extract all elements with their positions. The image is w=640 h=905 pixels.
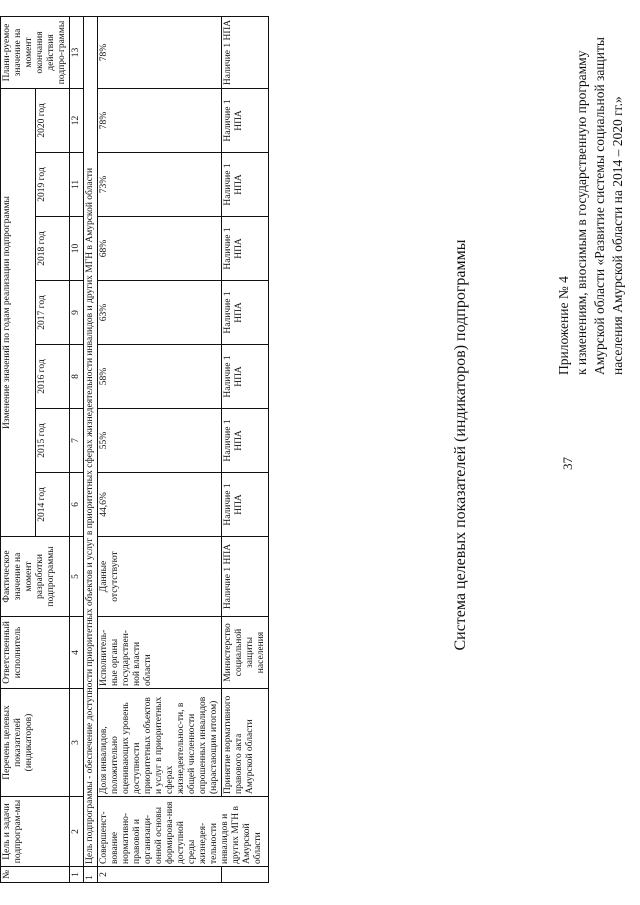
column-number: 3	[70, 689, 84, 797]
row-value: 58%	[98, 345, 222, 409]
row-number: 2	[98, 867, 222, 883]
row-actual: Данные отсутствуют	[98, 537, 222, 617]
header-goal: Цель и задачи подпрограм-мы	[1, 797, 70, 867]
row-value: 44,6%	[98, 473, 222, 537]
header-year: 2019 год	[35, 153, 70, 217]
header-year: 2016 год	[35, 345, 70, 409]
goal-row	[84, 16, 98, 882]
row-planned: 78%	[98, 16, 222, 88]
row-value: 68%	[98, 217, 222, 281]
header-actual: Фактическое значение на момент разработки подпрограммы	[1, 537, 70, 617]
row-actual: Наличие 1 НПА	[222, 537, 269, 617]
row-value: Наличие 1 НПА	[222, 345, 269, 409]
row-executor: Министерство социальной защиты населения	[222, 617, 269, 689]
column-number: 10	[70, 217, 84, 281]
system-title: Система целевых показателей (индикаторов) подпрограммы	[452, 239, 469, 651]
column-number: 7	[70, 409, 84, 473]
header-executor: Ответственный исполнитель	[1, 617, 70, 689]
column-number: 4	[70, 617, 84, 689]
column-number: 2	[70, 797, 84, 867]
row-executor: Исполнитель-ные органы государствен-ной власти области	[98, 617, 222, 689]
row-number	[222, 867, 269, 883]
header-year: 2017 год	[35, 281, 70, 345]
column-number: 8	[70, 345, 84, 409]
goal-row-number: 1	[84, 867, 98, 883]
row-value: 63%	[98, 281, 222, 345]
header-year: 2018 год	[35, 217, 70, 281]
table-header-row	[1, 16, 36, 882]
row-value: Наличие 1 НПА	[222, 281, 269, 345]
row-value: Наличие 1 НПА	[222, 473, 269, 537]
row-value: Наличие 1 НПА	[222, 217, 269, 281]
appendix-title: Приложение № 4	[556, 276, 571, 375]
indicator-table	[0, 16, 269, 883]
table-row	[222, 16, 269, 882]
header-num: №	[1, 867, 70, 883]
column-numbers-row	[70, 16, 84, 882]
column-number: 12	[70, 88, 84, 152]
column-number: 5	[70, 537, 84, 617]
column-number: 11	[70, 153, 84, 217]
row-goal: Совершенст-вование нормативно-правовой и организаци-онной основы формирова-ния доступной среды жизнедея-тельности инвалидов и других МГН в Амурской области	[98, 797, 269, 867]
row-indicator: Доля инвалидов, положительно оценивающих уровень доступности приоритетных объектов и услуг в приоритетных сферах жизнедеятельнос-ти, в общей численности опрошенных инвалидов (нарастающим итогом)	[98, 689, 222, 797]
page-number: 37	[560, 457, 575, 470]
header-changes: Изменение значений по годам реализации подпрограммы	[1, 88, 36, 536]
column-number: 9	[70, 281, 84, 345]
appendix-text: к изменениям, вносимым в государственную программу Амурской области «Развитие системы социальной защиты населения Амурской области на 2014 – 2020 гг.»	[574, 37, 625, 375]
row-planned: Наличие 1 НПА	[222, 16, 269, 88]
header-year: 2014 год	[35, 473, 70, 537]
column-number: 13	[70, 16, 84, 88]
header-year: 2020 год	[35, 88, 70, 152]
goal-row-text: Цель подпрограммы - обеспечение доступности приоритетных объектов и услуг в приоритетных сферах жизнедеятельности инвалидов и других МГН в Амурской области	[84, 16, 98, 866]
header-planned: Плани-руемое значение на момент окончания действия подпро-граммы	[1, 16, 70, 88]
header-indicators: Перечень целевых показателей (индикаторов)	[1, 689, 70, 797]
row-value: Наличие 1 НПА	[222, 153, 269, 217]
row-value: 78%	[98, 88, 222, 152]
column-number: 6	[70, 473, 84, 537]
table-row	[98, 16, 222, 882]
header-year: 2015 год	[35, 409, 70, 473]
row-value: 73%	[98, 153, 222, 217]
row-value: 55%	[98, 409, 222, 473]
row-value: Наличие 1 НПА	[222, 88, 269, 152]
column-number: 1	[70, 867, 84, 883]
row-value: Наличие 1 НПА	[222, 409, 269, 473]
row-indicator: Принятие нормативного правового акта Амурской области	[222, 689, 269, 797]
appendix-heading	[555, 15, 627, 375]
